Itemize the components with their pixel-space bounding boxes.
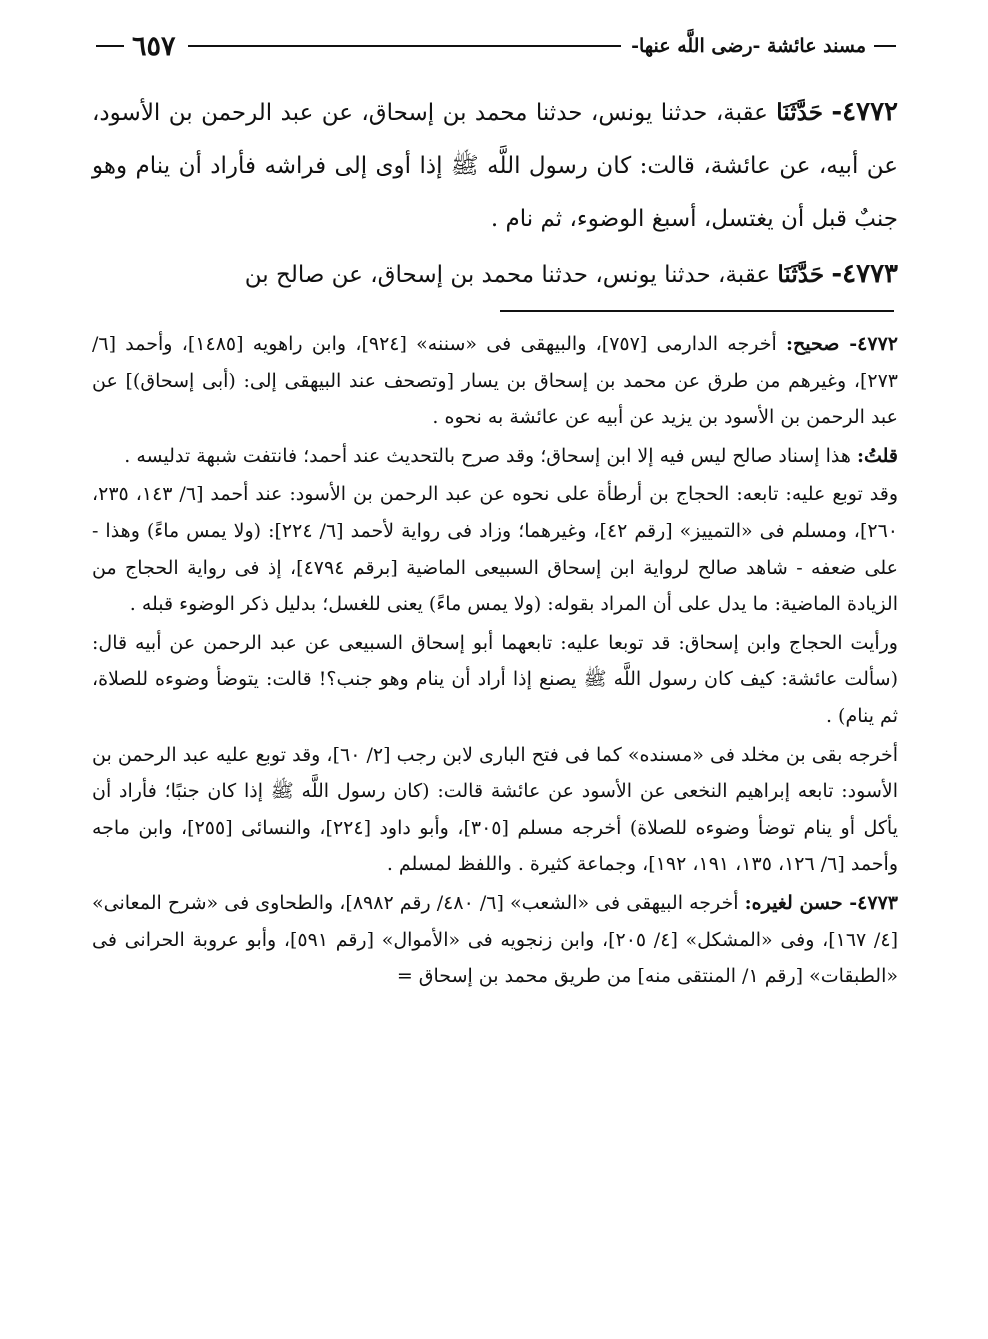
running-header [96, 26, 896, 66]
footnote-4773 [92, 885, 898, 995]
header-rule [188, 45, 622, 47]
footnotes [92, 326, 898, 997]
footnote-text: أخرجه الدارمى [٧٥٧]، والبيهقى فى «سننه» [٩٢٤]، وابن راهويه [١٤٨٥]، وأحمد [٦/ ٢٧٣]، وغيرهم من طرق عن محمد بن إسحاق بن يسار [وتصحف عند البيهقى إلى: (أبى إسحاق)] عن عبد الرحمن بن الأسود بن يزيد عن أبيه عن عائشة به نحوه . [92, 333, 898, 429]
footnote-paragraph: وقد توبع عليه: تابعه: الحجاج بن أرطأة على نحوه عن عبد الرحمن بن الأسود: عند أحمد [٦/ ١٤٣، ٢٣٥، ٢٦٠]، ومسلم فى «التمييز» [رقم ٤٢]، وغيرهما؛ وزاد فى رواية لأحمد [٦/ ٢٢٤]: (ولا يمس ماءً) وهذا - على ضعفه - شاهد صالح لرواية ابن إسحاق السبيعى الماضية [برقم ٤٧٩٤]، إذ فى رواية الحجاج من الزيادة الماضية: ما يدل على أن المراد بقوله: (ولا يمس ماءً) يعنى للغسل؛ بدليل ذكر الوضوء قبله . [92, 483, 899, 616]
footnote-paragraph: ورأيت الحجاج وابن إسحاق: قد توبعا عليه: تابعهما أبو إسحاق السبيعى عن عبد الرحمن عن أبيه قال: (سألت عائشة: كيف كان رسول اللَّه ﷺ يصنع إذا أراد أن ينام وهو جنب؟! قالت: يتوضأ وضوءه للصلاة، ثم ينام) . [92, 631, 898, 727]
hadith-4772 [92, 86, 898, 246]
hadith-keyword: حَدَّثَنَا [777, 261, 825, 288]
footnote-lead: ٤٧٧٣- حسن لغيره: [744, 891, 898, 914]
hadith-number: ٤٧٧٢- [831, 97, 899, 127]
header-dash [874, 45, 896, 47]
footnote-lead: قلتُ: [856, 444, 898, 467]
page-number: ٦٥٧ [132, 30, 176, 62]
hadith-number: ٤٧٧٣- [831, 259, 898, 289]
hadith-text: عقبة، حدثنا يونس، حدثنا محمد بن إسحاق، عن صالح بن [244, 262, 771, 288]
footnote-lead: ٤٧٧٢- صحيح: [786, 333, 898, 355]
hadith-4773 [92, 248, 898, 302]
footnote-separator [500, 310, 894, 312]
footnote-comment [92, 438, 898, 475]
main-text [92, 86, 898, 302]
hadith-text: عقبة، حدثنا يونس، حدثنا محمد بن إسحاق، عن عبد الرحمن بن الأسود، عن أبيه، عن عائشة، قالت: كان رسول اللَّه ﷺ إذا أوى إلى فراشه فأراد أن ينام وهو جنبٌ قبل أن يغتسل، أسبغ الوضوء، ثم نام . [92, 100, 898, 232]
footnote-4772 [92, 326, 898, 436]
footnote-paragraph: أخرجه بقى بن مخلد فى «مسنده» كما فى فتح البارى لابن رجب [٢/ ٦٠]، وقد توبع عليه عبد الرحمن بن الأسود: تابعه إبراهيم النخعى عن الأسود عن عائشة قالت: (كان رسول اللَّه ﷺ إذا كان جنبًا؛ فأراد أن يأكل أو ينام توضأ وضوءه للصلاة) أخرجه مسلم [٣٠٥]، وأبو داود [٢٢٤]، والنسائى [٢٥٥]، وابن ماجه وأحمد [٦/ ١٢٦، ١٣٥، ١٩١، ١٩٢]، وجماعة كثيرة . واللفظ لمسلم . [92, 743, 898, 876]
footnote-text: أخرجه البيهقى فى «الشعب» [٦/ ٤٨٠/ رقم ٨٩٨٢]، والطحاوى فى «شرح المعانى» [٤/ ١٦٧]، وفى «المشكل» [٤/ ٢٠٥]، وابن زنجويه فى «الأموال» [رقم ٥٩١]، وأبو عروبة الحرانى فى «الطبقات» [رقم ١/ المنتقى منه] من طريق محمد بن إسحاق = [92, 891, 898, 988]
header-title: مسند عائشة -رضى اللَّه عنها- [631, 35, 866, 57]
footnote-text: هذا إسناد صالح ليس فيه إلا ابن إسحاق؛ وقد صرح بالتحديث عند أحمد؛ فانتفت شبهة تدليسه . [124, 444, 851, 467]
header-dash [96, 45, 124, 47]
hadith-keyword: حَدَّثَنَا [776, 99, 823, 126]
